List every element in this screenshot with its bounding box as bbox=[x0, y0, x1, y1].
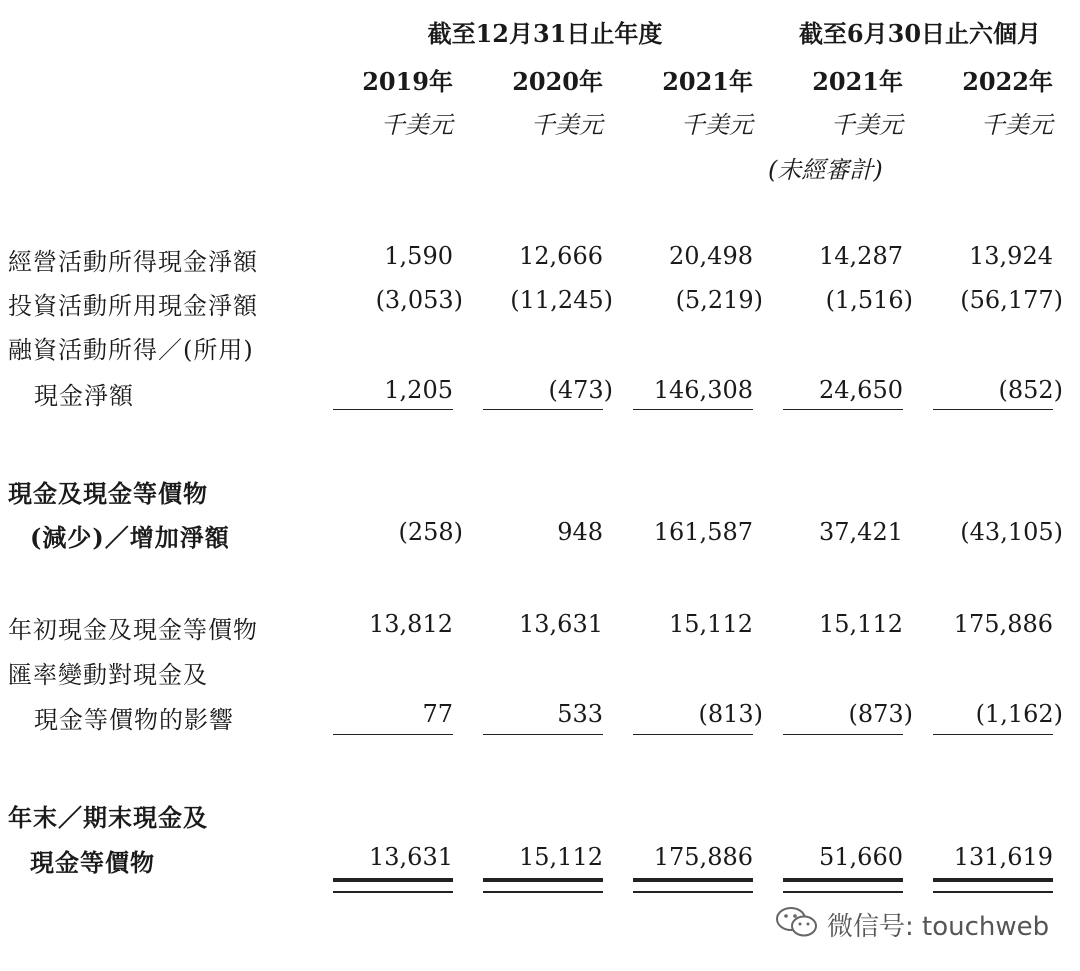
value-net-change-2020: 948 bbox=[557, 518, 603, 546]
value-beginning-2021: 15,112 bbox=[669, 610, 753, 638]
value-ending-2021h1: 51,660 bbox=[819, 843, 903, 871]
row-label-ending-line2: 現金等價物 bbox=[30, 848, 155, 877]
total-double-rule-col3 bbox=[633, 878, 753, 893]
value-investing-2022h1: (56,177) bbox=[960, 286, 1063, 314]
year-header-2019: 2019年 bbox=[362, 67, 453, 96]
unit-label-col2: 千美元 bbox=[531, 111, 603, 139]
subtotal-rule-col1 bbox=[333, 409, 453, 410]
value-operating-2021h1: 14,287 bbox=[819, 242, 903, 270]
value-fx-2022h1: (1,162) bbox=[975, 700, 1063, 728]
row-label-financing-line2: 現金淨額 bbox=[34, 382, 134, 410]
value-ending-2022h1: 131,619 bbox=[953, 843, 1053, 871]
period-half-header: 截至6月30日止六個月 bbox=[798, 19, 1042, 48]
subtotal-rule-col4 bbox=[783, 409, 903, 410]
value-beginning-2022h1: 175,886 bbox=[953, 610, 1053, 638]
watermark bbox=[775, 905, 1049, 943]
watermark-text: 微信号: touchweb bbox=[827, 911, 1050, 942]
value-investing-2021h1: (1,516) bbox=[825, 286, 913, 314]
value-operating-2021: 20,498 bbox=[669, 242, 753, 270]
total-double-rule-col1 bbox=[333, 878, 453, 893]
row-label-ending-line1: 年末／期末現金及 bbox=[8, 803, 208, 832]
subtotal-rule2-col2 bbox=[483, 734, 603, 735]
year-header-2021-h1: 2021年 bbox=[812, 67, 903, 96]
total-double-rule-col5 bbox=[933, 878, 1053, 893]
unit-label-col1: 千美元 bbox=[381, 111, 453, 139]
value-ending-2021: 175,886 bbox=[653, 843, 753, 871]
value-investing-2021: (5,219) bbox=[675, 286, 763, 314]
unit-label-col4: 千美元 bbox=[831, 111, 903, 139]
row-label-net-change-line2: (減少)／增加淨額 bbox=[30, 523, 230, 552]
row-label-fx-line1: 匯率變動對現金及 bbox=[8, 661, 208, 689]
year-header-2022-h1: 2022年 bbox=[962, 67, 1053, 96]
value-financing-2019: 1,205 bbox=[384, 376, 453, 404]
subtotal-rule-col3 bbox=[633, 409, 753, 410]
value-financing-2021: 146,308 bbox=[653, 376, 753, 404]
subtotal-rule-col2 bbox=[483, 409, 603, 410]
value-investing-2019: (3,053) bbox=[375, 286, 463, 314]
row-label-financing-line1: 融資活動所得／(所用) bbox=[8, 336, 254, 364]
unit-label-col5: 千美元 bbox=[981, 111, 1053, 139]
value-ending-2019: 13,631 bbox=[369, 843, 453, 871]
value-fx-2019: 77 bbox=[422, 700, 453, 728]
year-header-2020: 2020年 bbox=[512, 67, 603, 96]
value-investing-2020: (11,245) bbox=[510, 286, 613, 314]
value-beginning-2019: 13,812 bbox=[369, 610, 453, 638]
subtotal-rule2-col5 bbox=[933, 734, 1053, 735]
unit-label-col3: 千美元 bbox=[681, 111, 753, 139]
wechat-icon bbox=[775, 905, 819, 943]
total-double-rule-col4 bbox=[783, 878, 903, 893]
value-fx-2021h1: (873) bbox=[848, 700, 913, 728]
subtotal-rule2-col3 bbox=[633, 734, 753, 735]
subtotal-rule2-col4 bbox=[783, 734, 903, 735]
value-operating-2019: 1,590 bbox=[384, 242, 453, 270]
value-ending-2020: 15,112 bbox=[519, 843, 603, 871]
value-fx-2021: (813) bbox=[698, 700, 763, 728]
value-net-change-2019: (258) bbox=[398, 518, 463, 546]
value-financing-2020: (473) bbox=[548, 376, 613, 404]
unaudited-note: (未經審計) bbox=[768, 156, 883, 184]
row-label-fx-line2: 現金等價物的影響 bbox=[34, 706, 234, 734]
subtotal-rule2-col1 bbox=[333, 734, 453, 735]
row-label-investing: 投資活動所用現金淨額 bbox=[8, 292, 258, 320]
value-beginning-2020: 13,631 bbox=[519, 610, 603, 638]
value-financing-2021h1: 24,650 bbox=[819, 376, 903, 404]
period-annual-header: 截至12月31日止年度 bbox=[427, 19, 663, 48]
value-net-change-2022h1: (43,105) bbox=[960, 518, 1063, 546]
row-label-net-change-line1: 現金及現金等價物 bbox=[8, 479, 208, 508]
value-fx-2020: 533 bbox=[557, 700, 603, 728]
value-operating-2022h1: 13,924 bbox=[969, 242, 1053, 270]
year-header-2021: 2021年 bbox=[662, 67, 753, 96]
subtotal-rule-col5 bbox=[933, 409, 1053, 410]
row-label-operating: 經營活動所得現金淨額 bbox=[8, 248, 258, 276]
value-net-change-2021: 161,587 bbox=[653, 518, 753, 546]
row-label-beginning: 年初現金及現金等價物 bbox=[8, 616, 258, 644]
value-financing-2022h1: (852) bbox=[998, 376, 1063, 404]
value-net-change-2021h1: 37,421 bbox=[819, 518, 903, 546]
value-beginning-2021h1: 15,112 bbox=[819, 610, 903, 638]
value-operating-2020: 12,666 bbox=[519, 242, 603, 270]
total-double-rule-col2 bbox=[483, 878, 603, 893]
